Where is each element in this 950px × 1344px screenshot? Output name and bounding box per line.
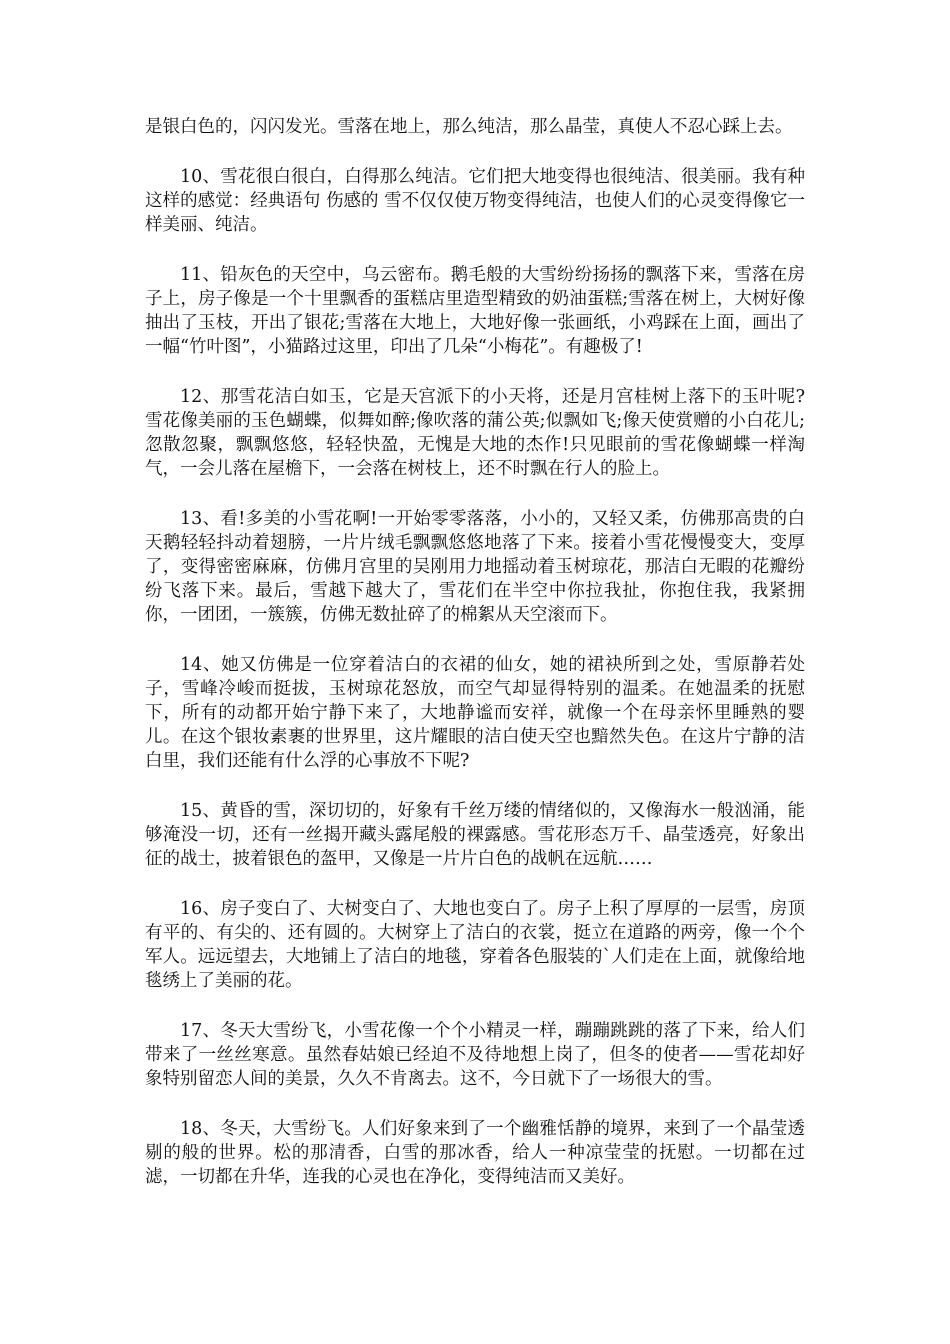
- paragraph-14: 14、她又仿佛是一位穿着洁白的衣裙的仙女，她的裙袂所到之处，雪原静若处子，雪峰冷峻而挺拔，玉树琼花怒放，而空气却显得特别的温柔。在她温柔的抚慰下，所有的动都开始宁静下来了，大地静谧而安祥，就像一个在母亲怀里睡熟的婴儿。在这个银妆素裹的世界里，这片耀眼的洁白使天空也黯然失色。在这片宁静的洁白里，我们还能有什么浮的心事放不下呢?: [145, 655, 805, 771]
- paragraph-continuation: 是银白色的，闪闪发光。雪落在地上，那么纯洁，那么晶莹，真使人不忍心踩上去。: [145, 117, 793, 137]
- paragraph-12: 12、那雪花洁白如玉，它是天宫派下的小天将，还是月宫桂树上落下的玉叶呢?雪花像美丽的玉色蝴蝶，似舞如醉;像吹落的蒲公英;似飘如飞;像天使赏赠的小白花儿;忽散忽聚，飘飘悠悠，轻轻快盈，无愧是大地的杰作!只见眼前的雪花像蝴蝶一样淘气，一会儿落在屋檐下，一会落在树枝上，还不时飘在行人的脸上。: [145, 387, 805, 479]
- paragraph-18: 18、冬天，大雪纷飞。人们好象来到了一个幽雅恬静的境界，来到了一个晶莹透剔的般的世界。松的那清香，白雪的那冰香，给人一种凉莹莹的抚慰。一切都在过滤，一切都在升华，连我的心灵也在净化，变得纯洁而又美好。: [145, 1119, 805, 1187]
- paragraph-10: 10、雪花很白很白，白得那么纯洁。它们把大地变得也很纯洁、很美丽。我有种这样的感觉：经典语句 伤感的 雪不仅仅使万物变得纯洁，也使人们的心灵变得像它一样美丽、纯洁。: [145, 167, 805, 235]
- paragraph-13: 13、看!多美的小雪花啊!一开始零零落落，小小的，又轻又柔，仿佛那高贵的白天鹅轻轻抖动着翅膀，一片片绒毛飘飘悠悠地落了下来。接着小雪花慢慢变大，变厚了，变得密密麻麻，仿佛月宫里的吴刚用力地摇动着玉树琼花，那洁白无暇的花瓣纷纷飞落下来。最后，雪越下越大了，雪花们在半空中你拉我扯，你抱住我，我紧拥你，一团团，一簇簇，仿佛无数扯碎了的棉絮从天空滚而下。: [145, 509, 805, 625]
- article-body: [145, 115, 805, 1189]
- paragraph-16: 16、房子变白了、大树变白了、大地也变白了。房子上积了厚厚的一层雪，房顶有平的、有尖的、还有圆的。大树穿上了洁白的衣裳，挺立在道路的两旁，像一个个军人。远远望去，大地铺上了洁白的地毯，穿着各色服装的`人们走在上面，就像给地毯绣上了美丽的花。: [145, 899, 805, 991]
- paragraph-17: 17、冬天大雪纷飞，小雪花像一个个小精灵一样，蹦蹦跳跳的落了下来，给人们带来了一丝丝寒意。虽然春姑娘已经迫不及待地想上岗了，但冬的使者——雪花却好象特别留恋人间的美景，久久不肯离去。这不，今日就下了一场很大的雪。: [145, 1021, 805, 1089]
- paragraph-15: 15、黄昏的雪，深切切的，好象有千丝万缕的情绪似的，又像海水一般汹涌，能够淹没一切，还有一丝揭开藏头露尾般的裸露感。雪花形态万千、晶莹透亮，好象出征的战士，披着银色的盔甲，又像是一片片白色的战帆在远航……: [145, 801, 805, 869]
- paragraph-11: 11、铅灰色的天空中，乌云密布。鹅毛般的大雪纷纷扬扬的飘落下来，雪落在房子上，房子像是一个十里飘香的蛋糕店里造型精致的奶油蛋糕;雪落在树上，大树好像抽出了玉枝，开出了银花;雪落在大地上，大地好像一张画纸，小鸡踩在上面，画出了一幅“竹叶图”，小猫路过这里，印出了几朵“小梅花”。有趣极了!: [145, 265, 805, 357]
